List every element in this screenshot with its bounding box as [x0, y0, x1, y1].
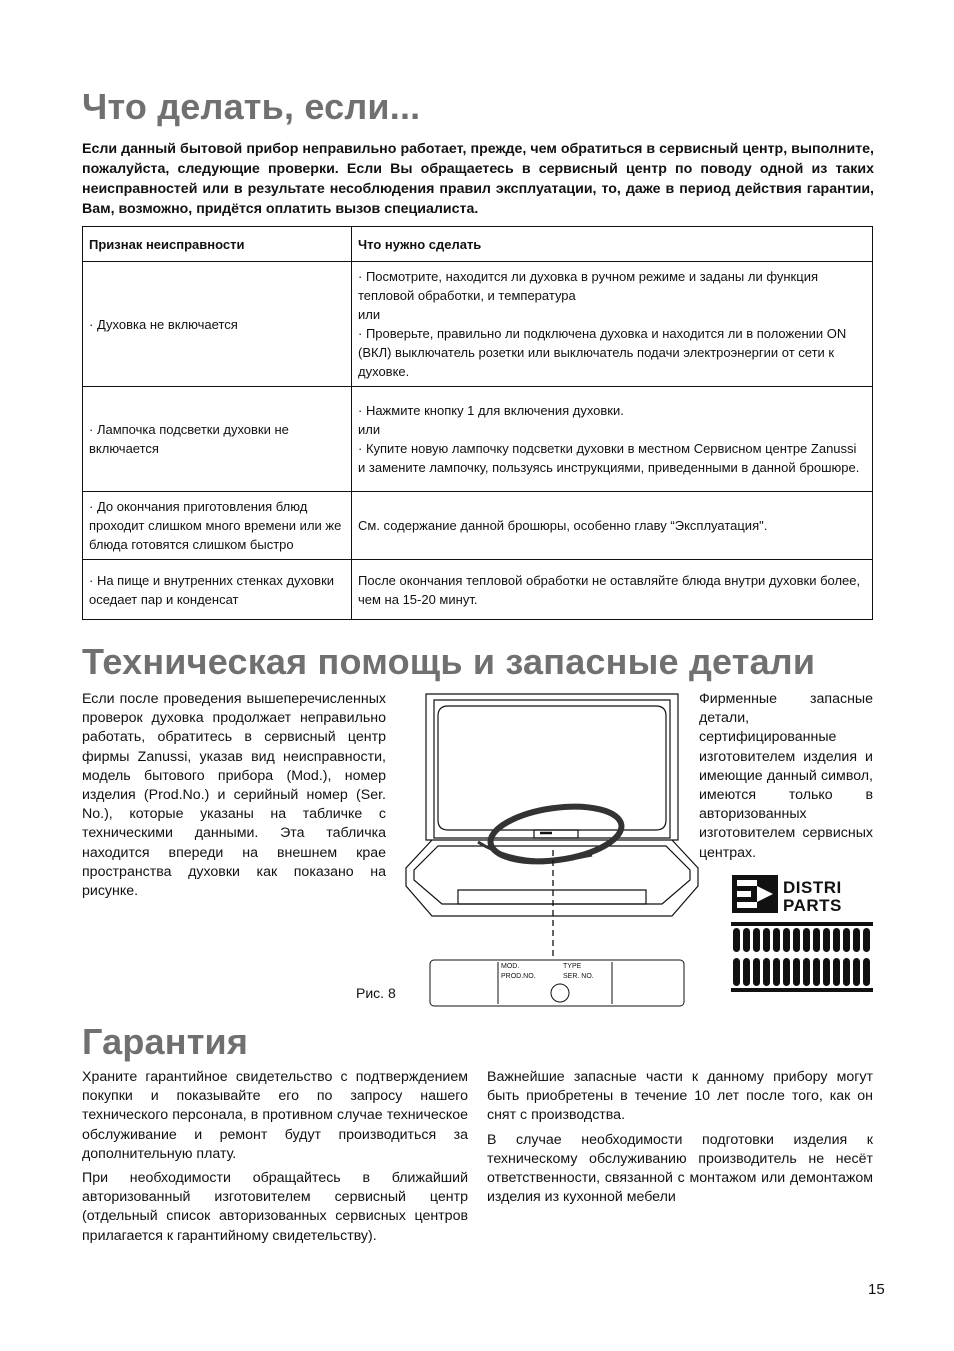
distriparts-emblem-icon — [731, 874, 779, 914]
logo-line1: DISTRI — [783, 878, 842, 897]
troubleshooting-intro: Если данный бытовой прибор неправильно работает, прежде, чем обратиться в сервисный центр, выполните, пожалуйста, следующие проверки. Если Вы обращаетесь в сервисный центр по поводу одной из таких неисправностей или в результате несоблюдения правил эксплуатации, то, даже в период действия гарантии, Вам, возможно, придётся оплатить вызов специалиста. — [82, 141, 874, 217]
warranty-paragraph: Храните гарантийное свидетельство с подтверждением покупки и показывайте его по запросу нашего технического персонала, в противном случае техническое обслуживание и ремонт будут производиться за дополнительную плату. — [82, 1069, 468, 1162]
action-line: См. содержание данной брошюры, особенно главу “Эксплуатация". — [358, 518, 768, 533]
plate-circle-icon — [551, 984, 569, 1002]
action-line: После окончания тепловой обработки не оставляйте блюда внутри духовки более, чем на 15-20 минут. — [358, 572, 861, 607]
figure-caption: Рис. 8 — [356, 985, 396, 1001]
table-row — [83, 560, 873, 620]
warranty-paragraph: При необходимости обращайтесь в ближайший авторизованный изготовителем сервисный центр (отдельный список авторизованных сервисных центров прилагается к гарантийному свидетельству). — [82, 1170, 468, 1244]
action-cell — [352, 560, 873, 620]
symptom-cell: · Духовка не включается — [83, 262, 352, 387]
header-action: Что нужно сделать — [352, 227, 873, 262]
table-header-row — [83, 227, 873, 262]
page-number: 15 — [868, 1281, 885, 1298]
warranty-left-column — [82, 1068, 468, 1251]
troubleshooting-title: Что делать, если... — [82, 86, 421, 127]
action-cell — [352, 387, 873, 492]
service-left-text: Если после проведения вышеперечисленных проверок духовка продолжает неправильно работать, обратитесь в сервисный центр фирмы Zanussi, указав вид неисправности, модель бытового прибора (Mod.), номер изделия (Prod.No.) и серийный номер (Ser. No.), которые указаны на табличке с техническими данными. Эта табличка находится впереди на внешнем крае пространства духовки как показано на рисунке. — [82, 691, 386, 900]
distriparts-logo — [731, 874, 873, 992]
symptom-cell: · Лампочка подсветки духовки не включается — [83, 387, 352, 492]
plate-ser-no: SER. NO. — [563, 973, 594, 980]
action-line: или — [358, 422, 381, 437]
action-cell — [352, 262, 873, 387]
oven-rating-plate-figure — [402, 690, 702, 1010]
table-row — [83, 492, 873, 560]
oven-front-icon — [406, 694, 698, 916]
action-line: или — [358, 307, 381, 322]
highlight-ring — [487, 799, 625, 869]
header-symptom: Признак неисправности — [83, 227, 352, 262]
action-line: · Нажмите кнопку 1 для включения духовки. — [358, 403, 624, 418]
symptom-cell: · На пище и внутренних стенках духовки оседает пар и конденсат — [83, 560, 352, 620]
action-cell — [352, 492, 873, 560]
warranty-right-column — [487, 1068, 873, 1212]
troubleshooting-table — [82, 226, 873, 620]
logo-line2: PARTS — [783, 896, 842, 915]
service-right-text: Фирменные запасные детали, сертифицированные изготовителем изделия и имеющие данный символ, имеются только в авторизованных изготовителем сервисных центрах. — [699, 691, 873, 861]
barcode-pattern-icon — [731, 918, 873, 992]
warranty-title: Гарантия — [82, 1021, 249, 1062]
symptom-cell: · До окончания приготовления блюд проходит слишком много времени или же блюда готовятся слишком быстро — [83, 492, 352, 560]
table-row — [83, 387, 873, 492]
plate-mod: MOD. — [501, 963, 520, 970]
rating-plate — [430, 960, 684, 1006]
warranty-paragraph: Важнейшие запасные части к данному прибору могут быть приобретены в течение 10 лет после того, как он снят с производства. — [487, 1069, 873, 1124]
action-line: · Проверьте, правильно ли подключена духовка и находится ли в положении ON (ВКЛ) выключатель розетки или выключатель подачи электроэнергии от сети к духовке. — [358, 326, 847, 379]
warranty-paragraph: В случае необходимости подготовки изделия к техническому обслуживанию производитель не несёт ответственности, связанной с монтажом или демонтажом изделия из кухонной мебели — [487, 1131, 873, 1206]
action-line: · Купите новую лампочку подсветки духовки в местном Сервисном центре Zanussi и замените лампочку, пользуясь инструкциями, приведенными в данной брошюре. — [358, 441, 860, 475]
table-row — [83, 262, 873, 387]
action-line: · Посмотрите, находится ли духовка в ручном режиме и заданы ли функция тепловой обработки, и температура — [358, 269, 818, 303]
service-title: Техническая помощь и запасные детали — [82, 641, 816, 682]
plate-prod-no: PROD.NO. — [501, 973, 536, 980]
plate-type: TYPE — [563, 963, 582, 970]
